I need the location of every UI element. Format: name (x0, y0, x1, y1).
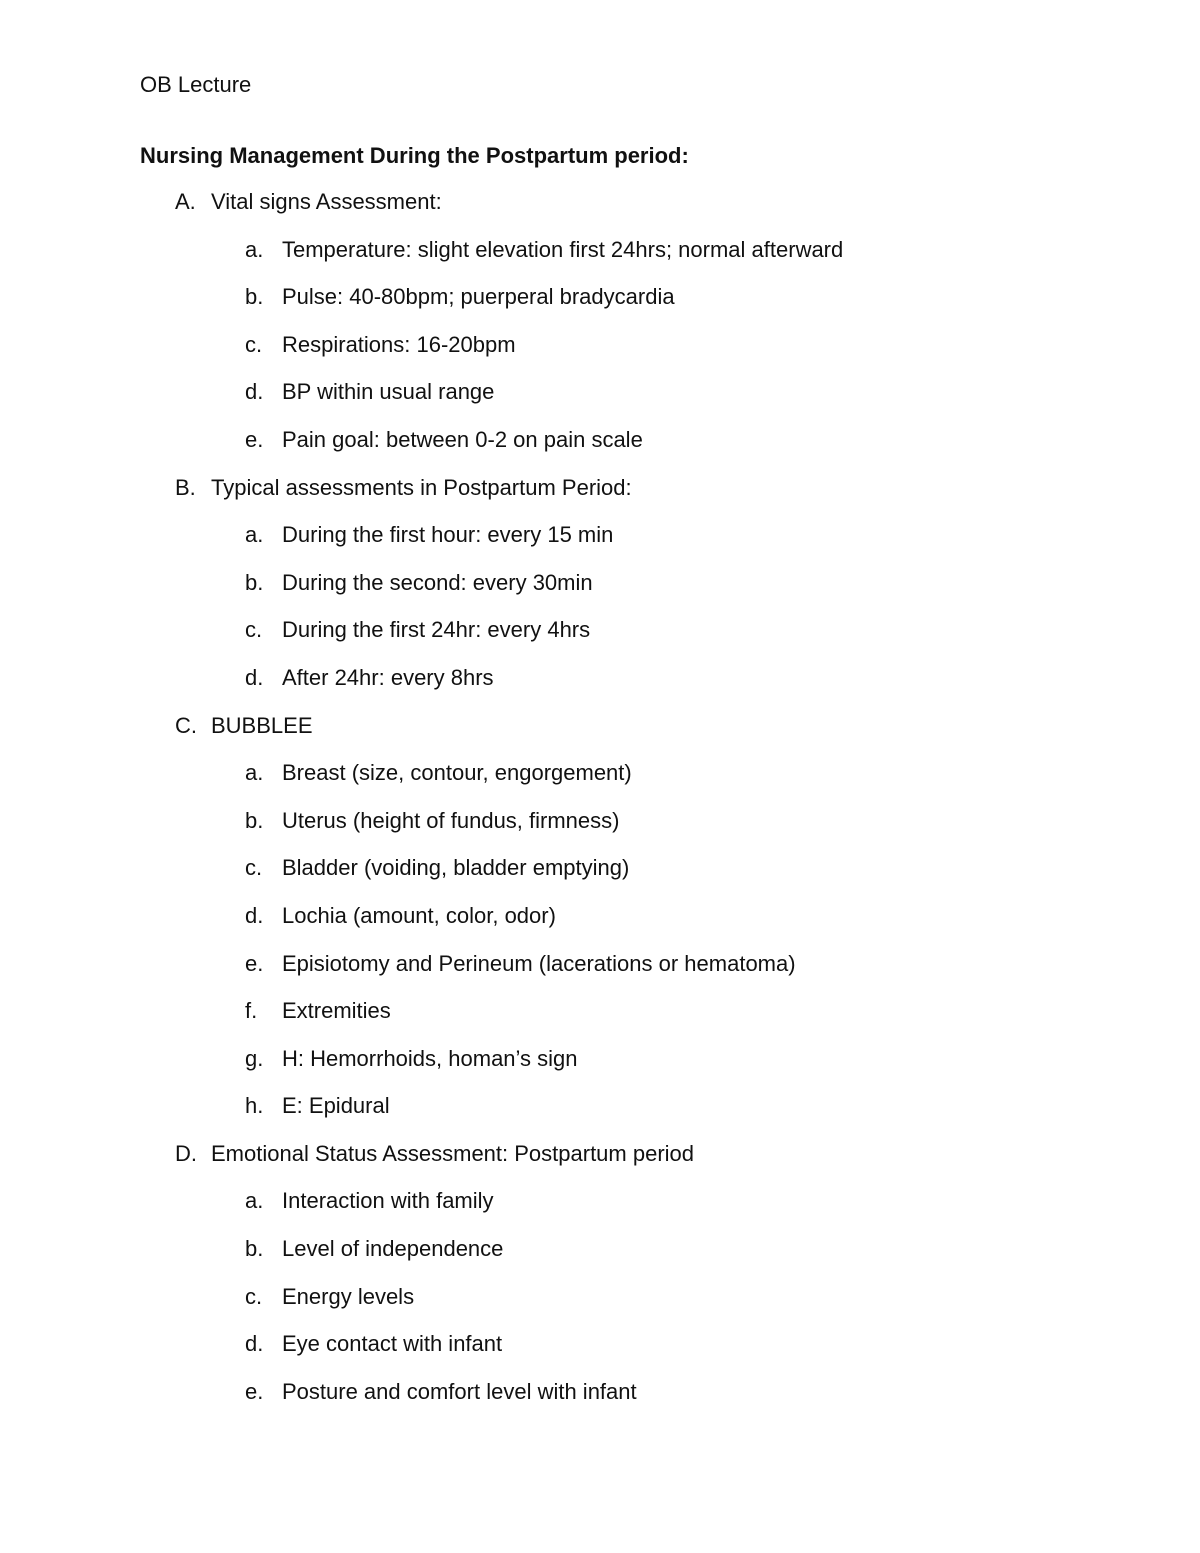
item-marker: b. (245, 1236, 264, 1262)
item-marker: b. (245, 569, 264, 595)
item-text: Energy levels (282, 1283, 415, 1309)
list-item (0, 615, 1200, 663)
page-header: OB Lecture (140, 72, 252, 97)
item-marker: f. (245, 998, 258, 1024)
list-item (0, 663, 1200, 711)
item-marker: e. (245, 426, 264, 452)
item-text: Pulse: 40-80bpm; puerperal bradycardia (282, 284, 675, 310)
list-item (0, 758, 1200, 806)
item-text: Respirations: 16-20bpm (282, 331, 516, 357)
item-text: Lochia (amount, color, odor) (282, 902, 556, 928)
section-a (0, 187, 1200, 235)
section-d (0, 1139, 1200, 1187)
item-text: Eye contact with infant (282, 1331, 503, 1357)
item-text: Breast (size, contour, engorgement) (282, 760, 632, 786)
list-item (0, 1091, 1200, 1139)
list-item (0, 949, 1200, 997)
list-item (0, 377, 1200, 425)
section-heading: BUBBLEE (211, 712, 313, 738)
list-item (0, 282, 1200, 330)
item-marker: a. (245, 760, 264, 786)
item-text: Posture and comfort level with infant (282, 1378, 637, 1404)
item-marker: c. (245, 1283, 263, 1309)
list-item (0, 1377, 1200, 1425)
list-item (0, 568, 1200, 616)
item-text: Uterus (height of fundus, firmness) (282, 807, 620, 833)
item-text: During the first hour: every 15 min (282, 522, 614, 548)
list-item (0, 996, 1200, 1044)
item-marker: a. (245, 236, 264, 262)
item-text: Episiotomy and Perineum (lacerations or hematoma) (282, 950, 796, 976)
item-marker: d. (245, 1331, 264, 1357)
item-marker: c. (245, 331, 263, 357)
document-title: Nursing Management During the Postpartum period: (140, 143, 689, 168)
section-heading: Typical assessments in Postpartum Period: (211, 474, 632, 500)
item-text: During the second: every 30min (282, 569, 593, 595)
section-marker: B. (175, 474, 196, 500)
item-text: During the first 24hr: every 4hrs (282, 617, 591, 643)
list-item (0, 1329, 1200, 1377)
section-marker: A. (175, 189, 196, 214)
item-marker: b. (245, 807, 264, 833)
item-text: E: Epidural (282, 1093, 390, 1119)
item-marker: h. (245, 1093, 264, 1119)
list-item (0, 235, 1200, 283)
section-heading: Vital signs Assessment: (211, 189, 442, 214)
item-text: After 24hr: every 8hrs (282, 664, 494, 690)
item-text: Level of independence (282, 1236, 504, 1262)
item-marker: a. (245, 1188, 264, 1214)
list-item (0, 853, 1200, 901)
section-c (0, 711, 1200, 759)
list-item (0, 1282, 1200, 1330)
item-marker: a. (245, 522, 264, 548)
item-marker: b. (245, 284, 264, 310)
item-marker: e. (245, 1378, 264, 1404)
item-marker: e. (245, 950, 264, 976)
item-text: BP within usual range (282, 379, 495, 405)
list-item (0, 330, 1200, 378)
item-text: Bladder (voiding, bladder emptying) (282, 855, 630, 881)
item-marker: d. (245, 664, 264, 690)
item-text: Temperature: slight elevation first 24hrs; normal afterward (282, 236, 844, 262)
item-text: H: Hemorrhoids, homan’s sign (282, 1045, 578, 1071)
list-item (0, 520, 1200, 568)
list-item (0, 1234, 1200, 1282)
outline-list (0, 187, 1200, 1424)
list-item (0, 806, 1200, 854)
list-item (0, 425, 1200, 473)
list-item (0, 1186, 1200, 1234)
item-marker: d. (245, 379, 264, 405)
section-b (0, 473, 1200, 521)
item-text: Pain goal: between 0-2 on pain scale (282, 426, 643, 452)
section-marker: C. (175, 712, 197, 738)
item-text: Extremities (282, 998, 391, 1024)
item-marker: g. (245, 1045, 264, 1071)
item-marker: c. (245, 855, 263, 881)
list-item (0, 901, 1200, 949)
item-text: Interaction with family (282, 1188, 494, 1214)
list-item (0, 1044, 1200, 1092)
item-marker: d. (245, 902, 264, 928)
section-heading: Emotional Status Assessment: Postpartum period (211, 1140, 695, 1166)
section-marker: D. (175, 1140, 197, 1166)
item-marker: c. (245, 617, 263, 643)
